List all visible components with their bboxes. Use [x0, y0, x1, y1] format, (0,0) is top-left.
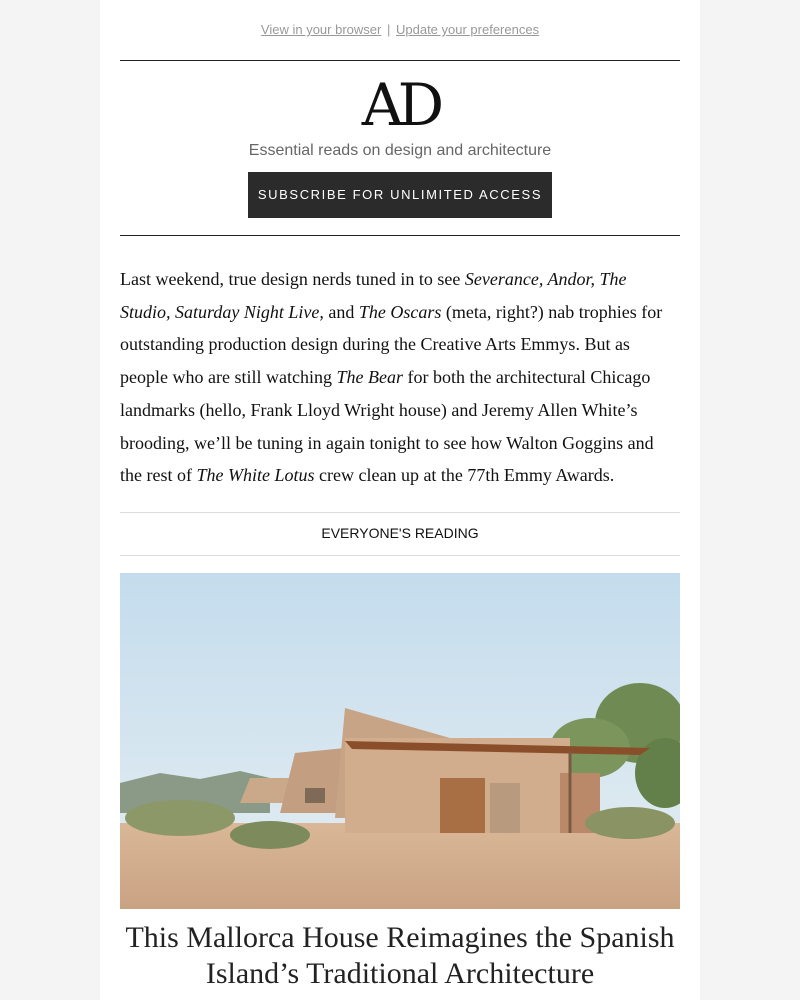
view-in-browser-link[interactable]: View in your browser [260, 22, 382, 37]
tagline: Essential reads on design and architecture [248, 142, 552, 159]
email-container [100, 0, 700, 1000]
article-headline[interactable]: This Mallorca House Reimagines the Spanish Island’s Traditional Architecture [125, 921, 675, 990]
intro-white-lotus-title: The White Lotus [196, 465, 315, 486]
intro-paragraph [120, 263, 680, 492]
intro-text-5: crew clean up at the 77th Emmy Awards. [314, 465, 615, 486]
header-bottom-divider [120, 235, 680, 236]
intro-text-4: for both the architectural Chicago landmarks (hello, Frank Lloyd Wright house) and Jeremy Allen White’s brooding, we’ll be tuning in again tonight to see how Walton Goggins and the rest of [120, 367, 654, 486]
gravel-ground [120, 823, 680, 909]
subscribe-button[interactable]: SUBSCRIBE FOR UNLIMITED ACCESS [248, 172, 552, 218]
intro-oscars-title: The Oscars [358, 301, 442, 322]
article-hero-image[interactable] [120, 573, 680, 909]
link-separator: | [386, 22, 391, 37]
preheader-links [120, 22, 680, 37]
section-heading: EVERYONE'S READING [321, 525, 479, 541]
intro-text-3: (meta, right?) nab trophies for outstanding production design during the Creative Arts Emmys. But as people who are still watching [120, 301, 663, 388]
intro-text-1: Last weekend, true design nerds tuned in to see [120, 269, 465, 289]
section-top-divider [120, 512, 680, 513]
update-preferences-link[interactable]: Update your preferences [395, 22, 540, 37]
section-bottom-divider [120, 555, 680, 556]
header-top-divider [120, 60, 680, 61]
intro-show-titles: Severance, Andor, The Studio, Saturday Night Live, [120, 269, 627, 322]
intro-bear-title: The Bear [336, 367, 403, 388]
intro-text-2: and [323, 301, 359, 322]
ad-logo[interactable]: AD [361, 71, 439, 139]
